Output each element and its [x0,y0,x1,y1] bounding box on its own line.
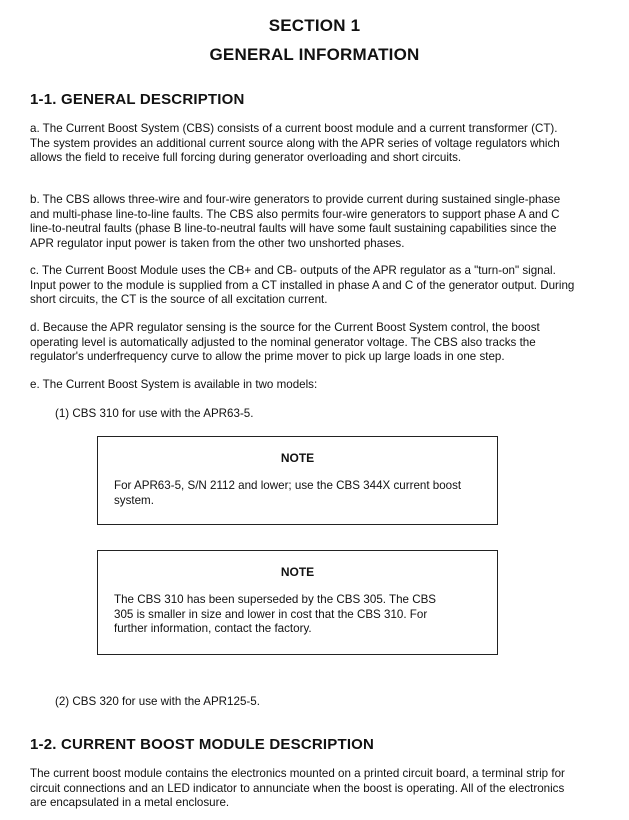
paragraph-module-description: The current boost module contains the electronics mounted on a printed circuit board, a terminal strip for circuit connections and an LED indicator to annunciate when the boost is operating. All of the electronics are encapsulated in a metal enclosure. [30,767,565,810]
paragraph-e: e. The Current Boost System is available in two models: [30,378,318,391]
note-text: For APR63-5, S/N 2112 and lower; use the CBS 344X current boost system. [114,479,462,507]
section-number: SECTION 1 [268,16,361,35]
list-item-cbs-320: (2) CBS 320 for use with the APR125-5. [55,695,260,708]
note-text: The CBS 310 has been superseded by the CBS 305. The CBS 305 is smaller in size and lower in cost that the CBS 310. For further information, contact the factory. [114,593,437,636]
paragraph-b: b. The CBS allows three-wire and four-wire generators to provide current during sustained single-phase and multi-phase line-to-line faults. The CBS also permits four-wire generators to support phase A and C line-to-neutral faults (phase B line-to-neutral faults will have some fault sustaining capabilities since the APR regulator input power is taken from the other two unshorted phases. [30,193,561,250]
heading-current-boost-module: 1-2. CURRENT BOOST MODULE DESCRIPTION [30,736,375,753]
note-box-apr63 [97,436,498,525]
note-title: NOTE [280,451,315,465]
heading-general-description: 1-1. GENERAL DESCRIPTION [30,91,245,108]
paragraph-d: d. Because the APR regulator sensing is the source for the Current Boost System control, the boost operating level is automatically adjusted to the nominal generator voltage. The CBS also tracks the regulator's underfrequency curve to allow the prime mover to pick up large loads in one step. [30,321,540,364]
note-box-superseded [97,550,498,655]
list-item-cbs-310: (1) CBS 310 for use with the APR63-5. [55,407,254,420]
note-title: NOTE [280,565,315,579]
paragraph-c: c. The Current Boost Module uses the CB+ and CB- outputs of the APR regulator as a "turn-on" signal. Input power to the module is supplied from a CT installed in phase A and C of the generator output. During short circuits, the CT is the source of all excitation current. [30,264,575,307]
paragraph-a: a. The Current Boost System (CBS) consists of a current boost module and a current transformer (CT). The system provides an additional current source along with the APR series of voltage regulators which allows the field to receive full forcing during generator overloading and short circuits. [30,122,560,165]
section-title: GENERAL INFORMATION [209,45,420,64]
